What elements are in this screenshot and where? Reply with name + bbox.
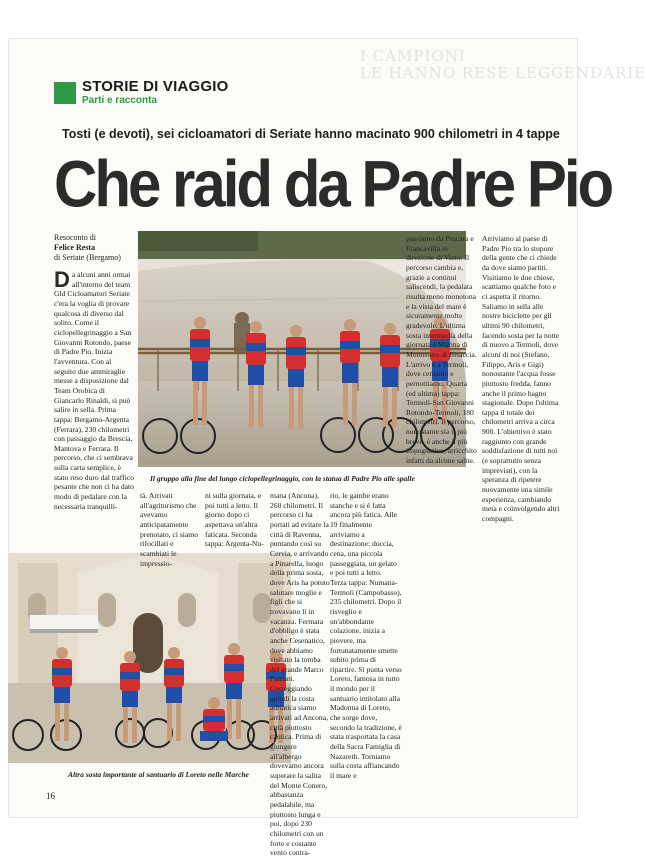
body-column-2b [205, 491, 265, 561]
section-subtitle: Parti e racconta [82, 95, 158, 106]
body-column-6 [482, 234, 562, 774]
article-headline: Che raid da Padre Pio [54, 147, 612, 221]
section-marker-square [54, 82, 76, 104]
byline-label: Resoconto di [54, 233, 96, 242]
drop-cap: D [54, 267, 70, 292]
body-column-1-text: a alcuni anni ormai all'interno del team Gld Cicloamatori Seriate c'era la voglia di provare qualcosa di diverso dal solito. Come il ciclopellegrinaggio a San Giovanni Rotondo, paese di Padre Pio. Inizia l'avventura. Con al seguito due ammiraglie messe a disposizione dal Team Orobica di Giancarlo Rinaldi, si può salire in sella. Prima tappa: Bergamo-Argenta (Ferrara), 230 chilometri con passaggio da Brescia, Mantova e Ferrara. Il percorso, che ci sembrava sulla carta semplice, è stato reso duro dal traffico pesante che non ci ha dato modo di pedalare con la necessaria tranquilli- [54, 270, 134, 511]
byline [54, 233, 121, 263]
body-column-4 [330, 491, 402, 781]
body-column-2b-text: ni sulla giornata, e poi tutti a letto. Il giorno dopo ci aspettava un'altra faticata. Seconda tappa: Argenta-Nu- [205, 491, 264, 549]
photo-loreto-sanctuary [8, 553, 291, 763]
body-column-5 [406, 234, 478, 524]
body-column-2a [140, 491, 200, 568]
byline-author: Felice Resta [54, 243, 96, 252]
body-column-6-text: Arriviamo al paese di Padre Pio tra lo stupore della gente che ci chiede da dove siamo partiti. Visitiamo le due chiese, scattiamo qualche foto e ci aspetta il ritorno. Saliamo in sella alle nostre biciclette per gli ultimi 90 chilometri, facendo sosta per la notte di nuovo a Termoli, dove alcuni di noi (Stefano, Filippo, Aris e Gigi) nonostante l'acqua fosse piuttosto fredda, fanno anche il primo bagno stagionale. Dopo l'ultima tappa il totale dei chilometri arriva a circa 900. L'obiettivo è stato raggiunto con grande soddisfazione di tutti noi (e soprattutto senza imprevisti), con la speranza di ripetere nuovamente una simile esperienza, cambiando meta e coinvolgendo altri compagni. [482, 234, 560, 524]
article-kicker: Tosti (e devoti), sei cicloamatori di Seriate hanno macinato 900 chilometri in 4 tappe [62, 127, 560, 141]
body-column-1 [54, 267, 134, 548]
body-column-3 [270, 491, 330, 858]
ghost-line-1: I CAMPIONI [360, 47, 466, 65]
byline-place: di Seriate (Bergamo) [54, 253, 121, 262]
body-column-3-text: mana (Ancona), 260 chilometri. Il percorso ci ha portati ad evitare la città di Ravenna, puntando così su Cervia, e arrivando a Pinarella, luogo della prima sosta, dove Aris ha potuto salutare moglie e figli che si trovavano lì in vacanza. Fermata d'obbligo è stata anche Cesenatico, dove abbiamo visitato la tomba del grande Marco Pantani. Costeggiando quindi la costa adriatica siamo arrivati ad Ancona, città piuttosto caotica. Prima di giungere all'albergo dovevamo ancora superare la salita del Monte Conero, abbastanza pedalabile, ma piuttosto lunga e poi, dopo 230 chilometri con un forte e costante vento contra- [270, 491, 330, 858]
photo-caption-bottom: Altra sosta importante al santuario di Loreto nelle Marche [68, 770, 249, 779]
body-column-2a-text: tà. Arrivati all'agriturismo che avevamo anticipatamente prenotato, ci siamo rifocillati e scambiati le impressio- [140, 491, 198, 568]
ghost-text-bleed [360, 48, 646, 82]
section-title: STORIE DI VIAGGIO [82, 78, 229, 95]
body-column-4-text: rio, le gambe erano stanche e si è fatta ancora più fatica. Alle 19 finalmente arriviamo a destinazione: doccia, cena, una piccola passeggiata, un gelato e poi tutti a letto. [330, 491, 398, 578]
body-column-4b-text: Terza tappa: Numana-Termoli (Campobasso), 235 chilometri. Dopo il risveglio e un'abbondante colazione, inizia a piovere, ma fortunatamente smette subito prima di ripartire. Si punta verso Loreto, famosa in tutto il mondo per il santuario intitolato alla Madonna di Loreto, che sorge dove, secondo la tradizione, è stata trasportata la casa della Sacra Famiglia di Nazareth. Torniamo sulla costa affiancando il mare e [330, 577, 402, 781]
page-number: 16 [46, 791, 55, 801]
photo-caption-top: Il gruppo alla fine del lungo ciclopellegrinaggio, con la statua di Padre Pio alle spalle [150, 474, 415, 483]
body-column-5-text: passiamo da Pescara e Francavilla in direzione di Vasto. Il percorso cambia e, grazie a continui saliscendi, la pedalata risulta meno monotona e la vista del mare è sicuramente molto gradevole. L'ultima sosta intermedia della giornata è Marina di Montenero di Bisaccia. L'arrivo è a Termoli, dove ceniamo e pernottiamo. Quarta (ed ultima) tappa: Termoli-San Giovanni Rotondo-Termoli, 180 chilometri. Il percorso, nonostante sia il più breve, è anche il più impegnativo, arricchito infatti da alcune salite. [406, 234, 477, 466]
ghost-line-2: LE HANNO RESE LEGGENDARIE [360, 64, 646, 82]
